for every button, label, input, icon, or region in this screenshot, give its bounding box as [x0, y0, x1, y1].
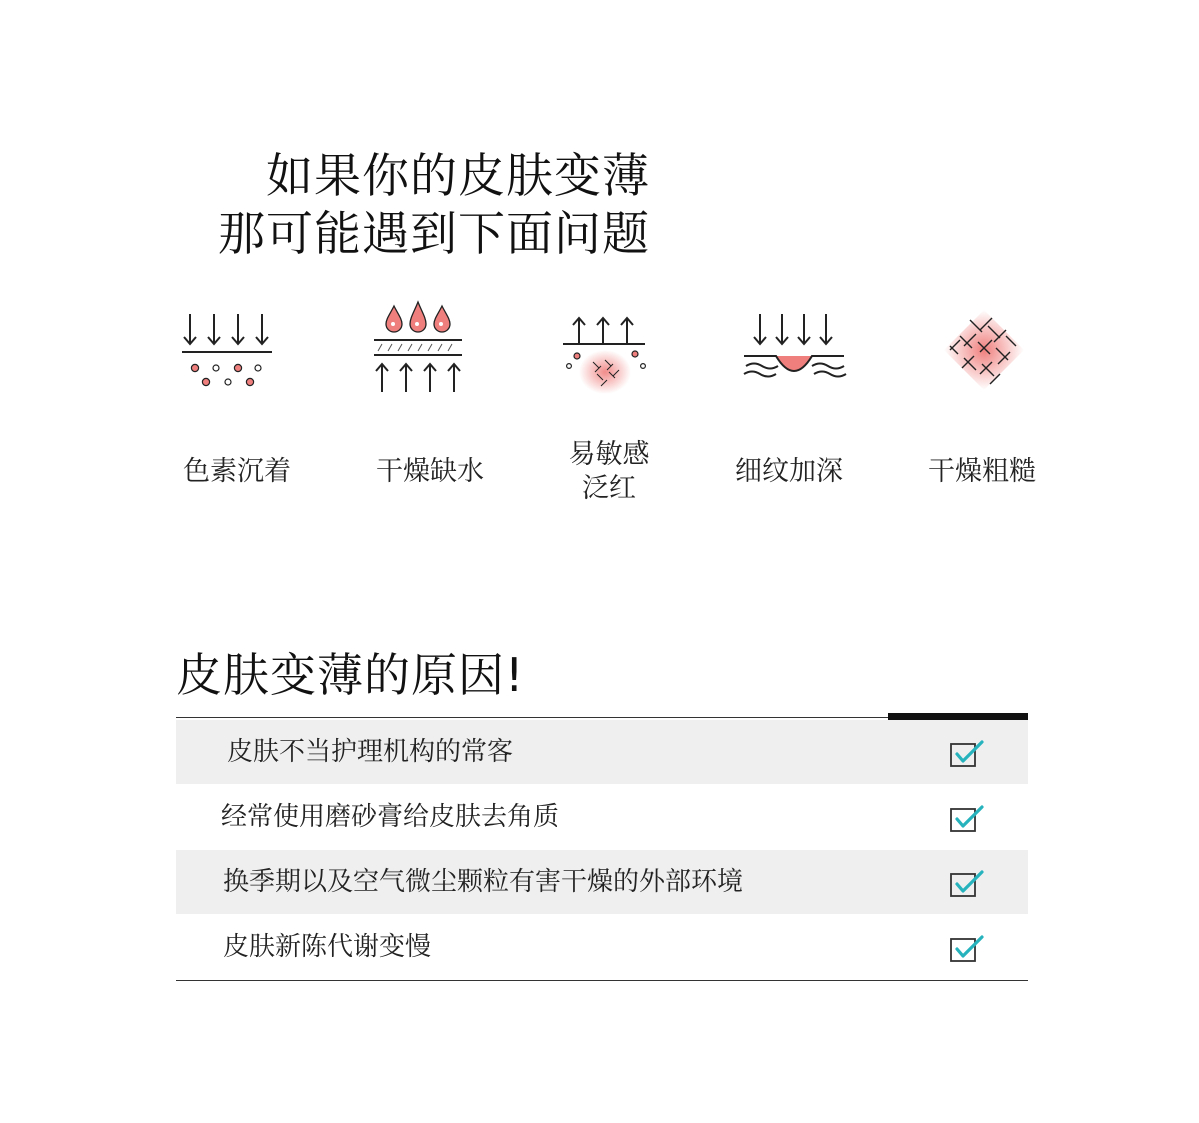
problem-label-dehydration: 干燥缺水 — [376, 456, 484, 487]
reasons-title: 皮肤变薄的原因! — [176, 648, 525, 702]
reason-row — [176, 720, 1028, 784]
rough-skin-icon — [930, 300, 1040, 400]
problem-label-sensitivity-line-1: 易敏感 — [568, 439, 650, 470]
problem-label-sensitivity-line-2: 泛红 — [582, 473, 636, 504]
reason-row — [176, 785, 1028, 849]
headline-line-2: 那可能遇到下面问题 — [218, 207, 650, 262]
wrinkle-icon — [740, 300, 850, 400]
checkbox-checked-icon — [950, 870, 986, 900]
headline-line-1: 如果你的皮肤变薄 — [266, 149, 650, 204]
reasons-bottom-rule — [176, 980, 1028, 981]
problem-label-pigmentation: 色素沉着 — [183, 456, 291, 487]
reason-text: 皮肤不当护理机构的常客 — [227, 737, 514, 767]
problem-label-rough-skin: 干燥粗糙 — [928, 456, 1036, 487]
checkbox-checked-icon — [950, 740, 986, 770]
problem-label-sensitivity — [529, 438, 689, 506]
checkbox-checked-icon — [950, 935, 986, 965]
sensitivity-icon — [555, 300, 665, 400]
dehydration-icon — [370, 300, 480, 400]
pigmentation-icon — [180, 300, 290, 400]
headline — [150, 148, 650, 264]
problem-label-wrinkles: 细纹加深 — [735, 456, 843, 487]
checkbox-checked-icon — [950, 805, 986, 835]
reason-row — [176, 915, 1028, 979]
reason-text: 换季期以及空气微尘颗粒有害干燥的外部环境 — [223, 867, 744, 897]
reason-text: 经常使用磨砂膏给皮肤去角质 — [221, 802, 560, 832]
reason-text: 皮肤新陈代谢变慢 — [223, 932, 432, 962]
reason-row — [176, 850, 1028, 914]
